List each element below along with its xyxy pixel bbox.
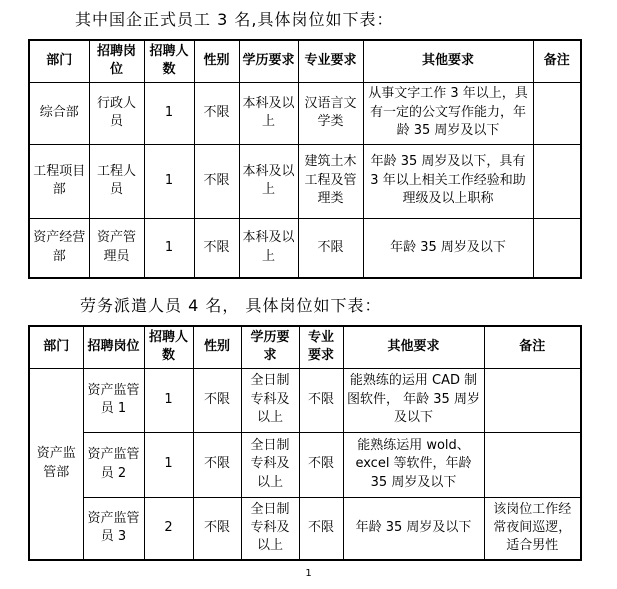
cell-department: 资产经营部 — [29, 218, 89, 278]
cell-other: 能熟练的运用 CAD 制图软件， 年龄 35 周岁及以下 — [343, 368, 484, 432]
header-major: 专业要求 — [299, 326, 343, 368]
header-other: 其他要求 — [363, 40, 533, 82]
cell-gender: 不限 — [194, 218, 239, 278]
cell-count: 1 — [144, 368, 193, 432]
cell-note — [533, 218, 581, 278]
cell-other: 年龄 35 周岁及以下，具有 3 年以上相关工作经验和助理级及以上职称 — [363, 144, 533, 218]
header-post: 招聘岗位 — [89, 40, 144, 82]
header-note: 备注 — [484, 326, 581, 368]
header-major: 专业要求 — [298, 40, 363, 82]
section-title-regular-staff: 其中国企正式员工 3 名,具体岗位如下表： — [75, 10, 394, 29]
cell-department-merged: 资产监管部 — [29, 368, 83, 560]
cell-department: 工程项目部 — [29, 144, 89, 218]
header-education: 学历要求 — [241, 326, 299, 368]
header-gender: 性别 — [193, 326, 241, 368]
cell-note: 该岗位工作经常夜间巡逻，适合男性 — [484, 497, 581, 560]
header-department: 部门 — [29, 40, 89, 82]
cell-post: 资产监管员 1 — [83, 368, 144, 432]
cell-count: 1 — [144, 432, 193, 497]
dispatch-staff-table — [28, 325, 582, 561]
cell-education: 本科及以上 — [239, 218, 298, 278]
cell-gender: 不限 — [193, 432, 241, 497]
cell-post: 资产监管员 3 — [83, 497, 144, 560]
table-row — [29, 218, 581, 278]
cell-education: 全日制专科及以上 — [241, 368, 299, 432]
table-row — [29, 368, 581, 432]
header-count: 招聘人数 — [144, 40, 194, 82]
section-title-dispatch-staff: 劳务派遣人员 4 名， 具体岗位如下表： — [80, 296, 382, 315]
cell-count: 2 — [144, 497, 193, 560]
cell-count: 1 — [144, 218, 194, 278]
cell-major: 不限 — [299, 368, 343, 432]
cell-count: 1 — [144, 82, 194, 144]
table-row — [29, 82, 581, 144]
cell-major: 汉语言文学类 — [298, 82, 363, 144]
table-row — [29, 497, 581, 560]
cell-count: 1 — [144, 144, 194, 218]
cell-post: 资产监管员 2 — [83, 432, 144, 497]
regular-staff-table — [28, 39, 582, 279]
cell-education: 全日制专科及以上 — [241, 497, 299, 560]
cell-gender: 不限 — [193, 497, 241, 560]
cell-other: 能熟练运用 wold、excel 等软件，年龄 35 周岁及以下 — [343, 432, 484, 497]
cell-gender: 不限 — [194, 144, 239, 218]
cell-note — [533, 82, 581, 144]
cell-other: 年龄 35 周岁及以下 — [363, 218, 533, 278]
cell-major: 不限 — [299, 497, 343, 560]
table-row — [29, 432, 581, 497]
header-post: 招聘岗位 — [83, 326, 144, 368]
cell-major: 不限 — [298, 218, 363, 278]
cell-education: 本科及以上 — [239, 82, 298, 144]
table-row — [29, 144, 581, 218]
cell-note — [484, 368, 581, 432]
cell-major: 不限 — [299, 432, 343, 497]
cell-major: 建筑土木工程及管理类 — [298, 144, 363, 218]
document-page — [0, 8, 617, 589]
page-number: 1 — [305, 568, 312, 579]
cell-education: 本科及以上 — [239, 144, 298, 218]
cell-gender: 不限 — [194, 82, 239, 144]
header-other: 其他要求 — [343, 326, 484, 368]
cell-post: 资产管理员 — [89, 218, 144, 278]
header-department: 部门 — [29, 326, 83, 368]
cell-department: 综合部 — [29, 82, 89, 144]
header-count: 招聘人数 — [144, 326, 193, 368]
header-education: 学历要求 — [239, 40, 298, 82]
cell-education: 全日制专科及以上 — [241, 432, 299, 497]
cell-other: 从事文字工作 3 年以上，具有一定的公文写作能力，年龄 35 周岁及以下 — [363, 82, 533, 144]
cell-post: 行政人员 — [89, 82, 144, 144]
table-header-row — [29, 40, 581, 82]
cell-note — [533, 144, 581, 218]
cell-other: 年龄 35 周岁及以下 — [343, 497, 484, 560]
cell-note — [484, 432, 581, 497]
cell-gender: 不限 — [193, 368, 241, 432]
header-gender: 性别 — [194, 40, 239, 82]
table-header-row — [29, 326, 581, 368]
header-note: 备注 — [533, 40, 581, 82]
cell-post: 工程人员 — [89, 144, 144, 218]
